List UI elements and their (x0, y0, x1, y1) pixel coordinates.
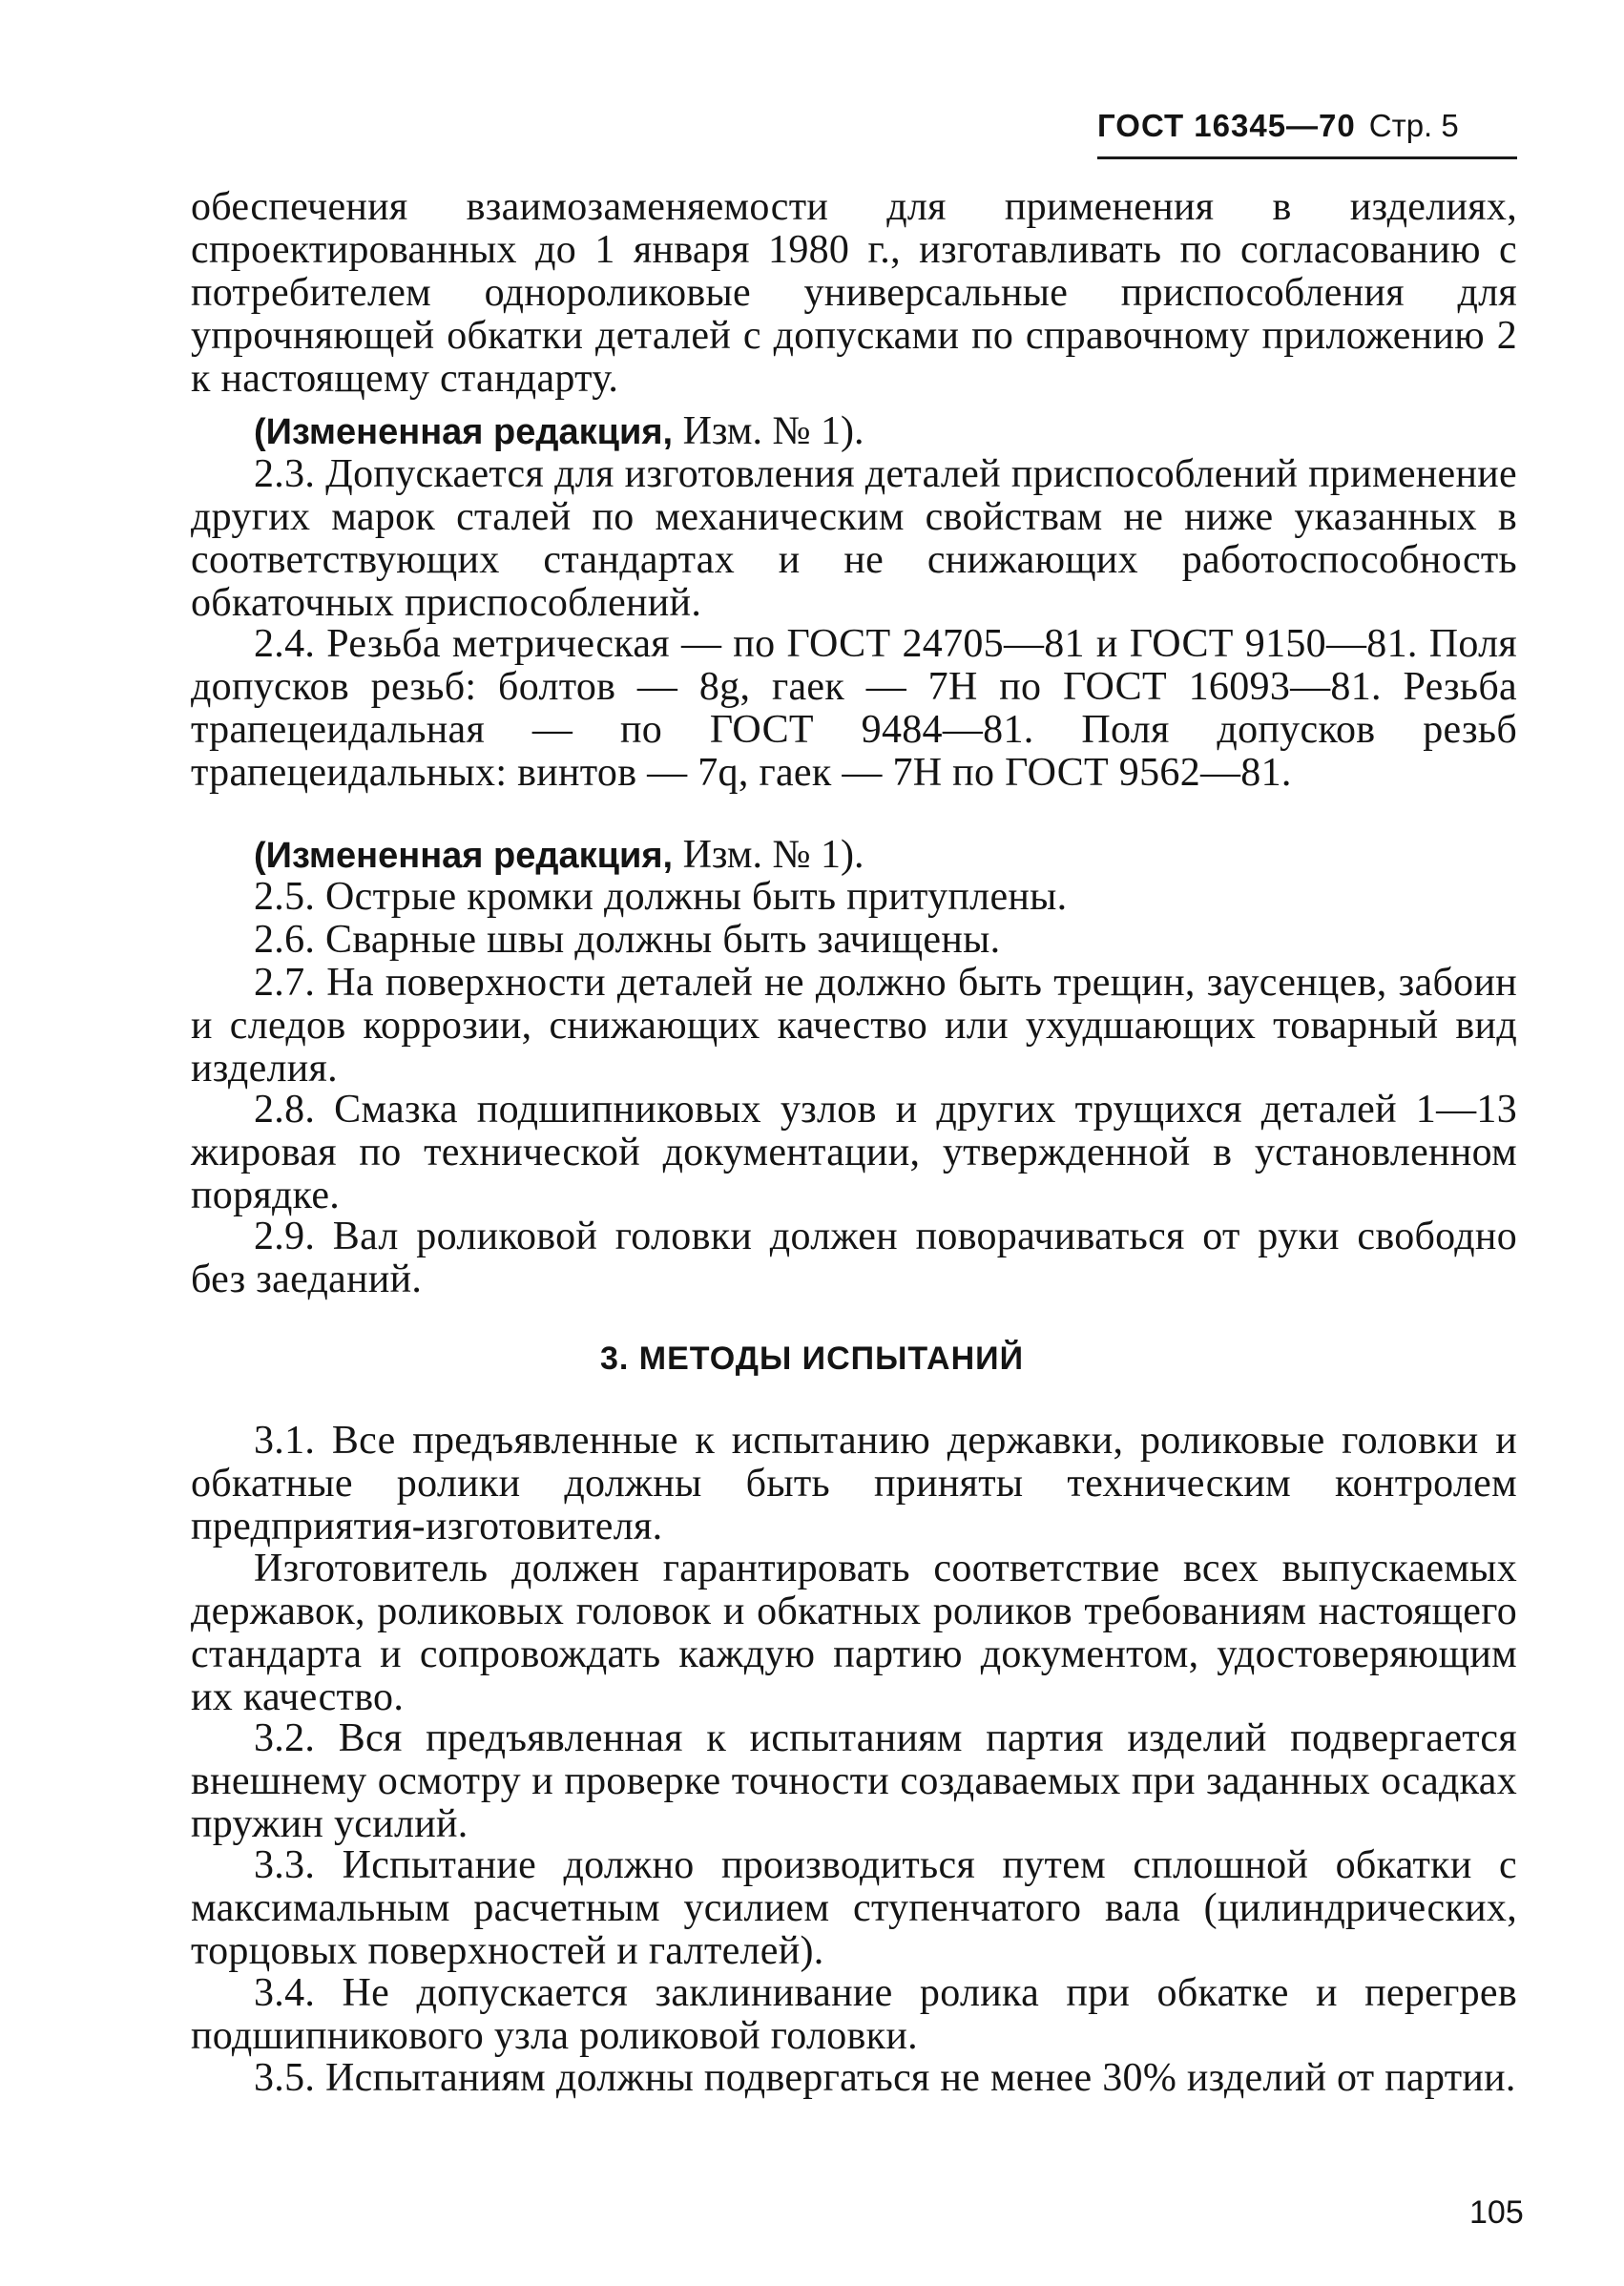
paragraph-3-3: 3.3. Испытание должно производиться путем сплошной обкатки с максимальным расчетным усилием ступенчатого вала (цилиндрических, торцовых поверхностей и галтелей). (191, 1843, 1517, 1973)
amendment-note-2-bold: (Измененная редакция, (254, 836, 674, 876)
paragraph-intro: обеспечения взаимозаменяемости для применения в изделиях, спроектированных до 1 января 1980 г., изготавливать по согласованию с потребителем однороликовые универсальные приспособления для упрочняющей обкатки деталей с допусками по справочному приложению 2 к настоящему стандарту. (191, 185, 1517, 401)
amendment-note-1-rest: Изм. № 1). (682, 409, 864, 453)
amendment-note-2 (254, 834, 864, 878)
standard-number: ГОСТ 16345—70 (1097, 108, 1356, 143)
amendment-note-2-rest: Изм. № 1). (682, 833, 864, 877)
section-3-title: 3. МЕТОДЫ ИСПЫТАНИЙ (600, 1340, 1024, 1377)
paragraph-2-8: 2.8. Смазка подшипниковых узлов и других трущихся деталей 1—13 жировая по технической документации, утвержденной в установленном порядке. (191, 1088, 1517, 1217)
paragraph-3-1-manufacturer: Изготовитель должен гарантировать соответствие всех выпускаемых державок, роликовых головок и обкатных роликов требованиям настоящего стандарта и сопровождать каждую партию документом, удостоверяющим их качество. (191, 1547, 1517, 1719)
amendment-note-1 (254, 410, 864, 454)
paragraph-2-7: 2.7. На поверхности деталей не должно быть трещин, заусенцев, забоин и следов коррозии, снижающих качество или ухудшающих товарный вид изделия. (191, 961, 1517, 1091)
paragraph-2-4: 2.4. Резьба метрическая — по ГОСТ 24705—81 и ГОСТ 9150—81. Поля допусков резьб: болтов — 8g, гаек — 7Н по ГОСТ 16093—81. Резьба трапецеидальная — по ГОСТ 9484—81. Поля допусков резьб трапецеидальных: винтов — 7q, гаек — 7Н по ГОСТ 9562—81. (191, 622, 1517, 795)
paragraph-3-2: 3.2. Вся предъявленная к испытаниям партия изделий подвергается внешнему осмотру и проверке точности создаваемых при заданных осадках пружин усилий. (191, 1716, 1517, 1846)
amendment-note-1-bold: (Измененная редакция, (254, 412, 674, 452)
paragraph-2-5: 2.5. Острые кромки должны быть притуплены. (254, 875, 1068, 919)
page-header (1097, 103, 1517, 159)
paragraph-3-1: 3.1. Все предъявленные к испытанию державки, роликовые головки и обкатные ролики должны быть приняты техническим контролем предприятия-изготовителя. (191, 1419, 1517, 1548)
page-number: 105 (1469, 2194, 1524, 2231)
paragraph-2-9: 2.9. Вал роликовой головки должен поворачиваться от руки свободно без заеданий. (191, 1215, 1517, 1301)
paragraph-2-6: 2.6. Сварные швы должны быть зачищены. (254, 918, 1001, 962)
paragraph-2-3: 2.3. Допускается для изготовления деталей приспособлений применение других марок сталей по механическим свойствам не ниже указанных в соответствующих стандартах и не снижающих работоспособность обкаточных приспособлений. (191, 452, 1517, 625)
page-label: Стр. 5 (1368, 108, 1459, 143)
paragraph-3-5: 3.5. Испытаниям должны подвергаться не менее 30% изделий от партии. (254, 2056, 1516, 2100)
paragraph-3-4: 3.4. Не допускается заклинивание ролика при обкатке и перегрев подшипникового узла роликовой головки. (191, 1971, 1517, 2058)
